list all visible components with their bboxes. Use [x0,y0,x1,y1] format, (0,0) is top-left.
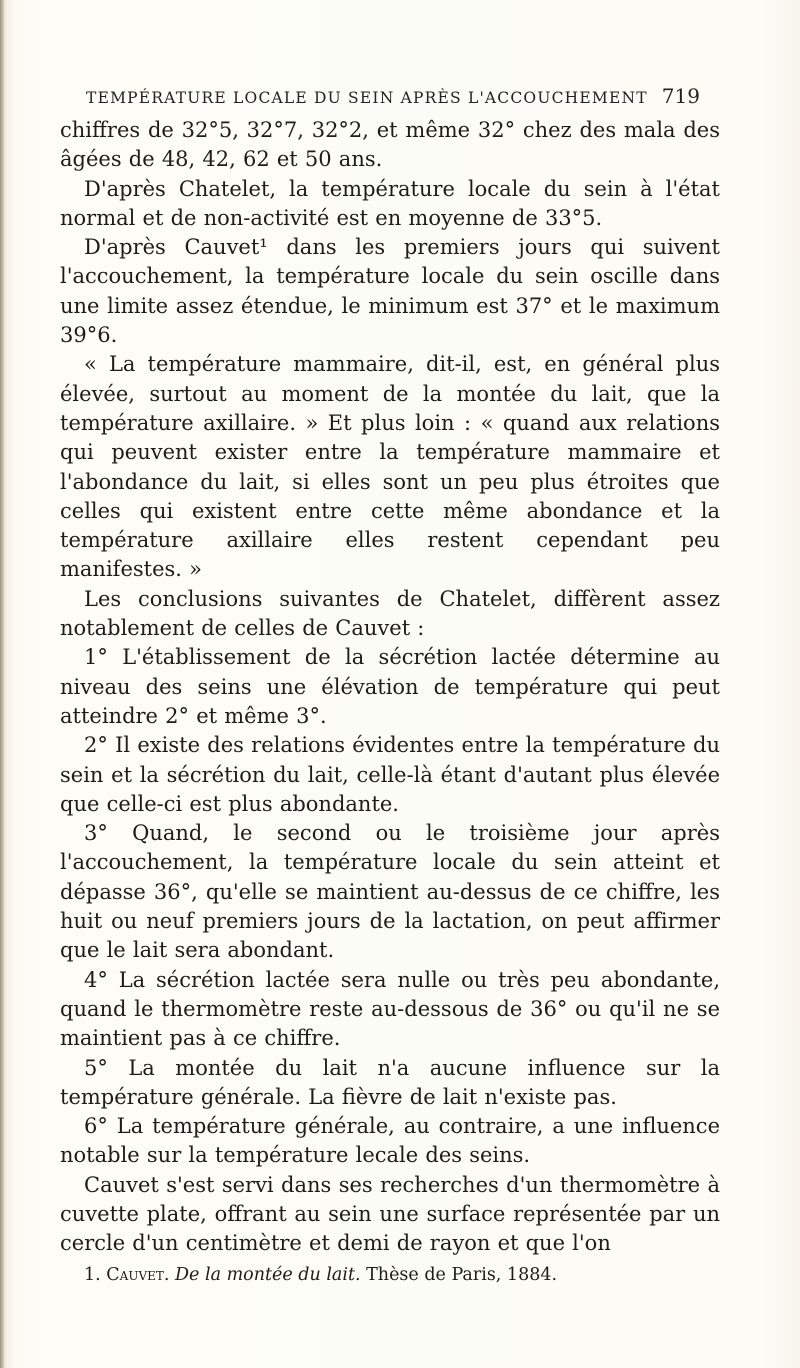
paragraph: 1° L'établissement de la sécrétion lactée détermine au niveau des seins une élévation de température qui peut atteindre 2° et même 3°. [60,645,720,728]
paragraph: 6° La température générale, au contraire, a une influence notable sur la température lecale des seins. [60,1114,720,1168]
paragraph: D'après Cauvet¹ dans les premiers jours qui suivent l'accouchement, la température locale du sein oscille dans une limite assez étendue, le minimum est 37° et le maximum 39°6. [60,235,720,348]
paragraph: 4° La sécrétion lactée sera nulle ou très peu abondante, quand le thermomètre reste au-dessous de 36° ou qu'il ne se maintient pas à ce chiffre. [60,967,720,1051]
paragraph: D'après Chatelet, la température locale du sein à l'état normal et de non-activité est en moyenne de 33°5. [60,176,720,230]
footnote-number: 1. [84,1264,101,1285]
paragraph: chiffres de 32°5, 32°7, 32°2, et même 32° chez des mala des âgées de 48, 42, 62 et 50 ans. [60,118,720,172]
paragraph: 5° La montée du lait n'a aucune influence sur la température générale. La fièvre de lait n'existe pas. [60,1055,720,1109]
footnote-detail: Thèse de Paris, 1884. [366,1264,558,1285]
paragraph: Les conclusions suivantes de Chatelet, diffèrent assez notablement de celles de Cauvet : [60,586,720,641]
footnote-author: Cauvet. [106,1264,170,1285]
paragraph: Cauvet s'est servi dans ses recherches d'un thermomètre à cuvette plate, offrant au sein une surface représentée par un cercle d'un centimètre et demi de rayon et que l'on [60,1172,720,1256]
text-block [60,76,720,1289]
running-head [66,76,720,116]
paragraph: 2° Il existe des relations évidentes entre la température du sein et la sécrétion du lait, celle-là étant d'autant plus élevée que celle-ci est plus abondante. [60,733,720,816]
running-head-title: TEMPÉRATURE LOCALE DU SEIN APRÈS L'ACCOUCHEMENT [86,89,648,107]
footnote [60,1261,720,1289]
page-number: 719 [661,84,700,108]
footnote-title: De la montée du lait. [175,1264,361,1285]
paragraph: « La température mammaire, dit-il, est, en général plus élevée, surtout au moment de la montée du lait, que la température axillaire. » Et plus loin : « quand aux relations qui peuvent exister entre la température mammaire et l'abondance du lait, si elles sont un peu plus étroites que celles qui existent entre cette même abondance et la température axillaire elles restent cependant peu manifestes. » [60,352,720,582]
paragraph: 3° Quand, le second ou le troisième jour après l'accouchement, la température locale du sein atteint et dépasse 36°, qu'elle se maintient au-dessus de ce chiffre, les huit ou neuf premiers jours de la lactation, on peut affirmer que le lait sera abondant. [60,821,720,963]
page-binding-edge [0,0,5,1368]
